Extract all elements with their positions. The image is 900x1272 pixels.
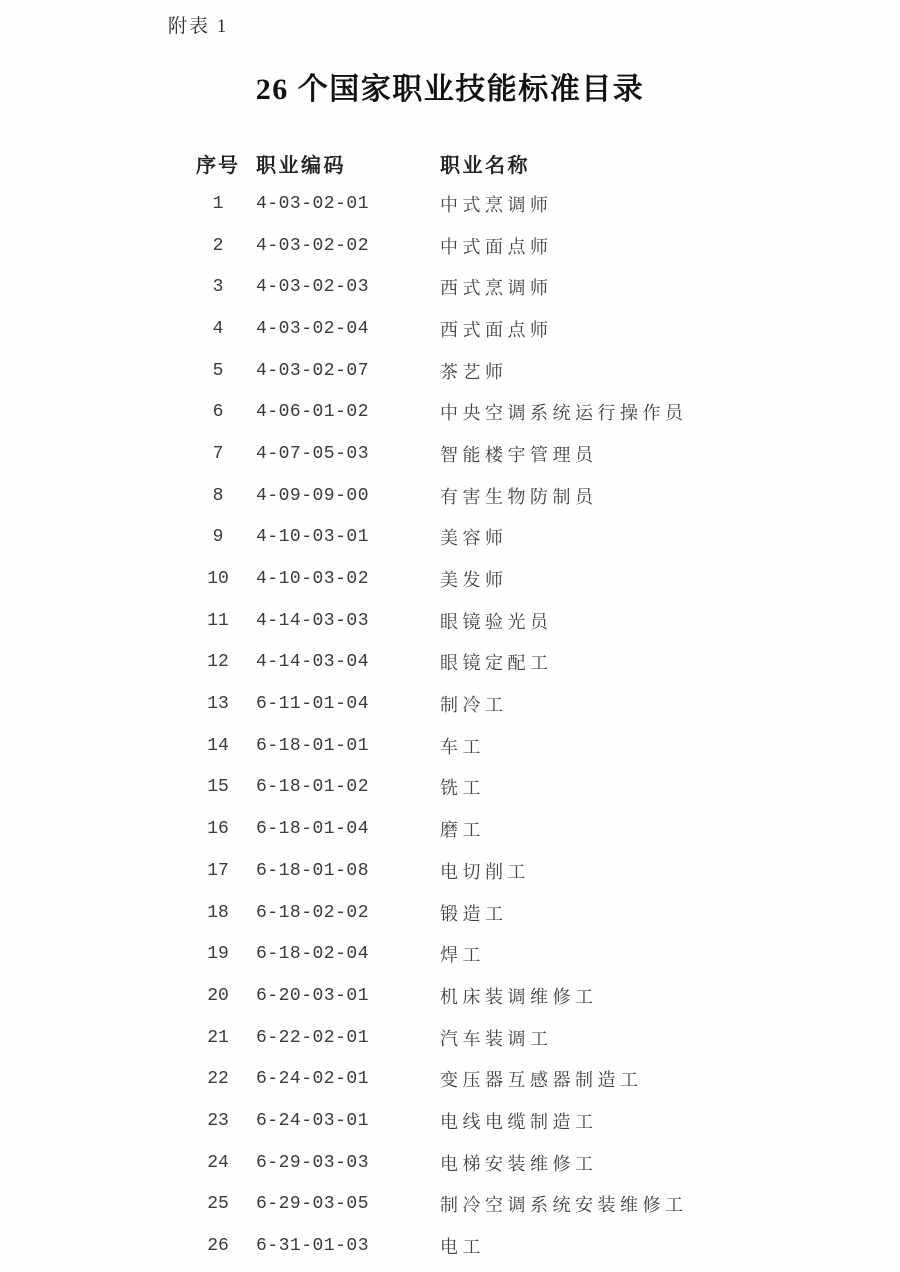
- row-number: 10: [207, 569, 229, 590]
- table-row: [190, 850, 900, 892]
- row-number: 18: [207, 902, 229, 923]
- row-number: 20: [207, 985, 229, 1006]
- row-number: 4: [212, 318, 224, 339]
- occupation-code: 4-03-02-07: [256, 360, 370, 381]
- occupation-name: 汽车装调工: [440, 1028, 553, 1049]
- row-number: 7: [212, 443, 224, 464]
- row-number: 26: [207, 1236, 229, 1257]
- appendix-label: 附表 1: [168, 16, 229, 37]
- occupation-name: 美发师: [440, 570, 508, 591]
- table-row: [190, 767, 900, 809]
- occupation-code: 6-29-03-03: [256, 1152, 370, 1173]
- row-number: 8: [212, 485, 224, 506]
- table-row: [190, 1058, 900, 1100]
- occupation-name: 车工: [440, 736, 485, 757]
- occupation-name: 电工: [440, 1237, 485, 1258]
- table-row: [190, 391, 900, 433]
- table-row: [190, 350, 900, 392]
- occupation-code: 4-09-09-00: [256, 485, 370, 506]
- row-number: 2: [212, 235, 224, 256]
- column-header-no: 序号: [196, 154, 240, 177]
- occupation-name: 中式烹调师: [440, 194, 553, 215]
- occupation-name: 铣工: [440, 778, 485, 799]
- occupation-code: 4-10-03-01: [256, 527, 370, 548]
- row-number: 24: [207, 1152, 229, 1173]
- occupation-code: 6-18-02-04: [256, 944, 370, 965]
- row-number: 6: [212, 402, 224, 423]
- occupation-name: 茶艺师: [440, 361, 508, 382]
- table-row: [190, 975, 900, 1017]
- row-number: 22: [207, 1069, 229, 1090]
- row-number: 16: [207, 819, 229, 840]
- row-number: 25: [207, 1194, 229, 1215]
- row-number: 11: [207, 610, 229, 631]
- table-row: [190, 517, 900, 559]
- occupation-name: 变压器互感器制造工: [440, 1070, 643, 1091]
- occupation-name: 智能楼宇管理员: [440, 444, 598, 465]
- standards-table: [190, 143, 900, 1267]
- occupation-code: 6-20-03-01: [256, 985, 370, 1006]
- occupation-name: 机床装调维修工: [440, 986, 598, 1007]
- occupation-name: 眼镜验光员: [440, 611, 553, 632]
- row-number: 13: [207, 694, 229, 715]
- column-header-name: 职业名称: [440, 154, 530, 177]
- occupation-code: 4-03-02-04: [256, 318, 370, 339]
- row-number: 17: [207, 860, 229, 881]
- row-number: 23: [207, 1110, 229, 1131]
- table-row: [190, 1225, 900, 1267]
- table-row: [190, 1100, 900, 1142]
- occupation-name: 美容师: [440, 528, 508, 549]
- occupation-code: 6-31-01-03: [256, 1236, 370, 1257]
- occupation-name: 中央空调系统运行操作员: [440, 403, 688, 424]
- occupation-name: 焊工: [440, 945, 485, 966]
- occupation-name: 西式面点师: [440, 319, 553, 340]
- column-header-code: 职业编码: [256, 154, 346, 177]
- table-row: [190, 1142, 900, 1184]
- row-number: 19: [207, 944, 229, 965]
- table-row: [190, 933, 900, 975]
- row-number: 21: [207, 1027, 229, 1048]
- occupation-code: 4-03-02-01: [256, 193, 370, 214]
- occupation-code: 6-18-01-04: [256, 819, 370, 840]
- table-body: [190, 183, 900, 1267]
- occupation-code: 6-24-02-01: [256, 1069, 370, 1090]
- occupation-name: 制冷工: [440, 695, 508, 716]
- occupation-code: 6-18-01-01: [256, 735, 370, 756]
- table-header-row: [190, 143, 900, 183]
- occupation-code: 6-11-01-04: [256, 694, 370, 715]
- row-number: 14: [207, 735, 229, 756]
- row-number: 3: [212, 277, 224, 298]
- occupation-code: 4-14-03-03: [256, 610, 370, 631]
- occupation-name: 有害生物防制员: [440, 486, 598, 507]
- table-row: [190, 183, 900, 225]
- occupation-name: 电梯安装维修工: [440, 1153, 598, 1174]
- row-number: 9: [212, 527, 224, 548]
- table-row: [190, 808, 900, 850]
- row-number: 12: [207, 652, 229, 673]
- table-row: [190, 642, 900, 684]
- occupation-name: 锻造工: [440, 903, 508, 924]
- page-title: 26 个国家职业技能标准目录: [255, 73, 645, 106]
- table-row: [190, 725, 900, 767]
- occupation-name: 制冷空调系统安装维修工: [440, 1195, 688, 1216]
- row-number: 5: [212, 360, 224, 381]
- occupation-code: 4-07-05-03: [256, 443, 370, 464]
- occupation-code: 6-24-03-01: [256, 1110, 370, 1131]
- table-row: [190, 475, 900, 517]
- occupation-code: 4-14-03-04: [256, 652, 370, 673]
- occupation-name: 电切削工: [440, 861, 530, 882]
- occupation-name: 西式烹调师: [440, 278, 553, 299]
- occupation-name: 磨工: [440, 820, 485, 841]
- table-row: [190, 683, 900, 725]
- occupation-code: 4-03-02-03: [256, 277, 370, 298]
- occupation-code: 6-18-02-02: [256, 902, 370, 923]
- table-row: [190, 1017, 900, 1059]
- table-row: [190, 433, 900, 475]
- table-row: [190, 558, 900, 600]
- table-row: [190, 892, 900, 934]
- table-row: [190, 225, 900, 267]
- row-number: 15: [207, 777, 229, 798]
- occupation-name: 电线电缆制造工: [440, 1111, 598, 1132]
- row-number: 1: [212, 193, 224, 214]
- table-row: [190, 1184, 900, 1226]
- table-row: [190, 600, 900, 642]
- occupation-code: 6-29-03-05: [256, 1194, 370, 1215]
- occupation-code: 4-06-01-02: [256, 402, 370, 423]
- occupation-code: 4-10-03-02: [256, 569, 370, 590]
- occupation-name: 眼镜定配工: [440, 653, 553, 674]
- occupation-name: 中式面点师: [440, 236, 553, 257]
- occupation-code: 6-18-01-08: [256, 860, 370, 881]
- occupation-code: 6-22-02-01: [256, 1027, 370, 1048]
- table-row: [190, 266, 900, 308]
- occupation-code: 6-18-01-02: [256, 777, 370, 798]
- table-row: [190, 308, 900, 350]
- occupation-code: 4-03-02-02: [256, 235, 370, 256]
